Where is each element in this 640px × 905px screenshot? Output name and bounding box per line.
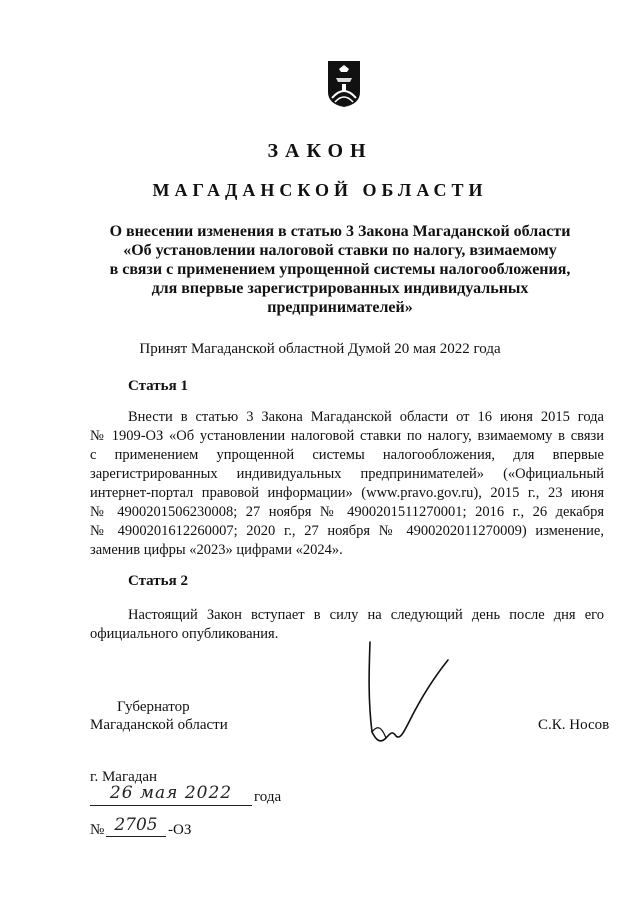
article-2-heading: Статья 2 (128, 573, 188, 589)
law-subject (90, 222, 590, 317)
region-title: МАГАДАНСКОЙ ОБЛАСТИ (152, 180, 488, 200)
adoption-note: Принят Магаданской областной Думой 20 мая 2022 года (139, 341, 501, 357)
date-suffix: года (254, 789, 282, 805)
article-1-line: Внести в статью 3 Закона Магаданской области от 16 июня 2015 года (128, 409, 604, 425)
article-1-line: интернет-портал правовой информации» (www.pravo.gov.ru), 2015 г., 23 июня (90, 485, 604, 501)
handwritten-date: 26 мая 2022 (109, 783, 233, 803)
article-1-line: зарегистрированных индивидуальных предпринимателей» («Официальный (90, 466, 604, 482)
handwritten-signature (362, 640, 452, 750)
subject-line: в связи с применением упрощенной системы налогообложения, (109, 261, 571, 278)
handwritten-number: 2705 (114, 815, 158, 835)
subject-line: для впервые зарегистрированных индивидуальных (151, 280, 529, 297)
coat-of-arms-icon (327, 60, 361, 108)
subject-line: «Об установлении налоговой ставки по налогу, взимаемому (123, 242, 557, 259)
article-1-heading: Статья 1 (128, 378, 188, 394)
number-suffix: -ОЗ (168, 822, 192, 838)
article-1-line: с применением упрощенной системы налогообложения, для впервые (90, 447, 604, 463)
article-2-line: официального опубликования. (90, 626, 279, 642)
subject-line: предпринимателей» (267, 299, 413, 316)
city: г. Магадан (90, 769, 158, 785)
article-1-line: № 4900201506230008; 27 ноября № 4900201511270001; 2016 г., 26 декабря (90, 504, 604, 520)
article-2-line: Настоящий Закон вступает в силу на следующий день после дня его (128, 607, 604, 623)
article-1-line: № 4900201612260007; 2020 г., 27 ноября № 4900202011270009) изменение, (90, 523, 604, 539)
governor-title: Губернатор (117, 699, 190, 715)
number-prefix: № (90, 822, 105, 838)
date-field (90, 783, 252, 806)
document-type-title: ЗАКОН (267, 140, 373, 162)
article-1-line: заменив цифры «2023» цифрами «2024». (90, 542, 343, 558)
law-number-field (106, 815, 166, 837)
subject-line: О внесении изменения в статью 3 Закона Магаданской области (109, 223, 571, 240)
signer-name: С.К. Носов (538, 717, 610, 733)
governor-region: Магаданской области (90, 717, 228, 733)
article-1-line: № 1909-ОЗ «Об установлении налоговой ставки по налогу, взимаемому в связи (90, 428, 604, 444)
